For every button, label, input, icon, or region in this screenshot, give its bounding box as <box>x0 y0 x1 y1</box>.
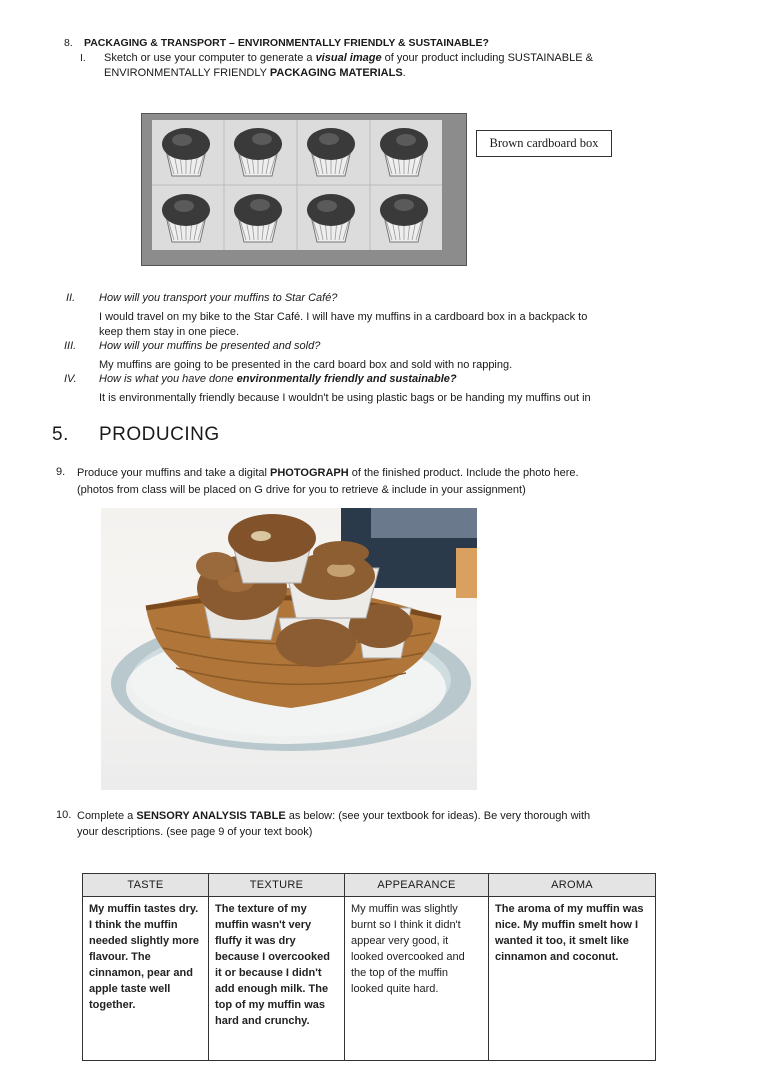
header-aroma: AROMA <box>489 874 656 897</box>
muffin-basket-drawing <box>101 508 477 790</box>
q8-i-text <box>104 51 624 81</box>
q10-sensory-analysis-table: SENSORY ANALYSIS TABLE <box>136 810 286 822</box>
question-9-line-2: (photos from class will be placed on G drive for you to retrieve & include in your assignment) <box>77 484 526 496</box>
question-10-line-2: your descriptions. (see page 9 of your text book) <box>77 826 313 838</box>
q9-text-a: Produce your muffins and take a digital <box>77 467 271 479</box>
q8-i-text-c: of your product including SUSTAINABLE & <box>381 52 593 64</box>
question-8-title: PACKAGING & TRANSPORT – ENVIRONMENTALLY FRIENDLY & SUSTAINABLE? <box>84 37 489 49</box>
q8-i-packaging-materials: PACKAGING MATERIALS <box>269 67 403 79</box>
q8-ii-answer-line-1: I would travel on my bike to the Star Café. I will have my muffins in a cardboard box in a backpack to <box>99 311 588 323</box>
box-label: Brown cardboard box <box>476 130 612 157</box>
q10-text-a: Complete a <box>77 810 137 822</box>
q8-iv-question-a: How is what you have done <box>99 373 237 385</box>
header-texture: TEXTURE <box>209 874 345 897</box>
cell-taste: My muffin tastes dry. I think the muffin needed slightly more flavour. The cinnamon, pear and apple taste well together. <box>83 897 209 1061</box>
muffin-box-image <box>141 113 467 266</box>
q8-iv-answer: It is environmentally friendly because I wouldn't be using plastic bags or be handing my muffins out in <box>99 392 591 404</box>
q8-iv-question-b: environmentally friendly and sustainable? <box>236 373 457 385</box>
q8-ii-number: II. <box>66 292 76 304</box>
q8-i-visual-image: visual image <box>315 52 382 64</box>
header-appearance: APPEARANCE <box>345 874 489 897</box>
q8-iv-number: IV. <box>64 373 77 385</box>
q8-iii-answer: My muffins are going to be presented in the card board box and sold with no rapping. <box>99 359 513 371</box>
section-5-title: PRODUCING <box>99 424 220 445</box>
sensory-analysis-table <box>82 873 656 1061</box>
question-10-number: 10. <box>56 809 72 821</box>
q9-photograph: PHOTOGRAPH <box>270 467 349 479</box>
q8-i-text-d: ENVIRONMENTALLY FRIENDLY <box>104 67 270 79</box>
muffin-tray-drawing <box>152 120 442 250</box>
muffin-basket-photo <box>101 508 477 790</box>
q8-iv-question <box>99 373 457 385</box>
q8-iii-question: How will your muffins be presented and sold? <box>99 340 321 352</box>
q8-i-text-a: Sketch or use your computer to generate a <box>104 52 316 64</box>
cell-appearance: My muffin was slightly burnt so I think it didn't appear very good, it looked overcooked and the top of the muffin looked quite hard. <box>345 897 489 1061</box>
cell-texture: The texture of my muffin wasn't very fluffy it was dry because I overcooked it or because I didn't add enough milk. The top of my muffin was hard and crunchy. <box>209 897 345 1061</box>
cell-aroma: The aroma of my muffin was nice. My muffin smelt how I wanted it too, it smelt like cinnamon and coconut. <box>489 897 656 1061</box>
question-9-number: 9. <box>56 466 66 478</box>
question-9-line-1 <box>77 466 647 481</box>
q9-text-c: of the finished product. Include the photo here. <box>348 467 579 479</box>
muffin-box-tray <box>152 120 442 250</box>
header-taste: TASTE <box>83 874 209 897</box>
q8-ii-question: How will you transport your muffins to Star Café? <box>99 292 338 304</box>
q8-i-text-f: . <box>402 67 406 79</box>
muffin-row-2 <box>162 194 428 242</box>
q8-ii-answer-line-2: keep them stay in one piece. <box>99 326 240 338</box>
table-header-row <box>83 874 656 897</box>
section-5-number: 5. <box>52 424 69 445</box>
q8-i-number: I. <box>80 52 86 64</box>
muffin-row-1 <box>162 128 428 176</box>
q10-text-c: as below: (see your textbook for ideas). Be very thorough with <box>285 810 591 822</box>
question-8-number: 8. <box>64 37 73 49</box>
table-row <box>83 897 656 1061</box>
question-10-line-1 <box>77 809 657 824</box>
q8-iii-number: III. <box>64 340 77 352</box>
